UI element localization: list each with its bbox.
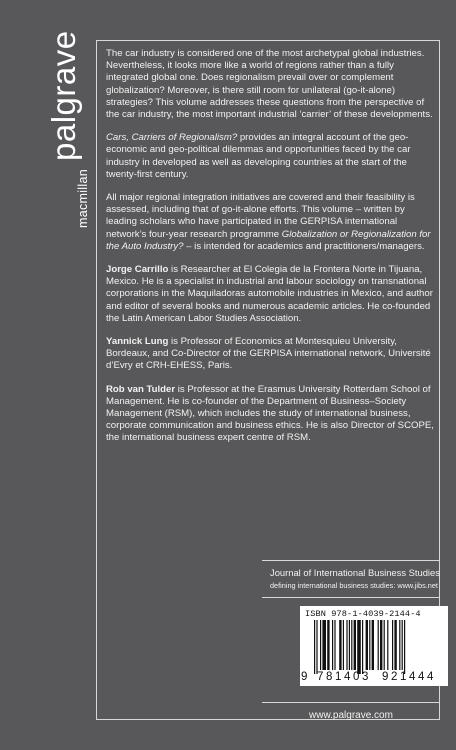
author-bio — [106, 384, 436, 445]
barcode-bar — [384, 620, 385, 670]
programme-title: Globalization or Regionalization for the Auto Industry? — [106, 228, 431, 252]
palgrave-macmillan-logo — [45, 30, 90, 300]
back-cover-text — [106, 48, 436, 456]
divider-series-top — [262, 560, 440, 561]
isbn-group-2: 921444 — [382, 671, 436, 683]
isbn-lead-digit: 9 — [301, 671, 308, 683]
barcode-bar — [404, 620, 405, 674]
logo-subtitle: macmillan — [76, 169, 90, 228]
author-bio-text: is Researcher at El Colegia de la Frontera Norte in Tijuana, Mexico. He is a specialist in industrial and labour sociology on transnational corporations in the Maquiladoras automobile industries in Mexico, and author and editor of several books and numerous academic articles. He co-founded the Latin American Labor Studies Association. — [106, 264, 433, 324]
barcode-bar — [366, 620, 368, 670]
isbn-group-1: 781403 — [317, 671, 371, 683]
barcode-bar — [339, 620, 341, 670]
blurb-paragraph-3-text-b: – is intended for academics and practitioners/managers. — [183, 240, 425, 252]
barcode-bar — [354, 620, 356, 670]
barcode-bar — [346, 620, 347, 670]
barcode-bar — [378, 620, 379, 670]
isbn-label: ISBN 978-1-4039-2144-4 — [305, 609, 421, 619]
website-url: www.palgrave.com — [309, 710, 393, 721]
author-bio — [106, 264, 436, 325]
barcode-bar — [322, 620, 326, 670]
barcode-bar — [349, 620, 350, 670]
blurb-paragraph-2-text: provides an integral account of the geo-economic and geo-political dilemmas and opportunities faced by the car industry in developed as well as developing countries at the start of the twenty-first century. — [106, 132, 411, 180]
isbn-barcode — [300, 606, 448, 686]
author-name: Yannick Lung — [106, 336, 169, 348]
divider-website — [262, 702, 440, 703]
book-title: Cars, Carriers of Regionalism? — [106, 132, 238, 144]
author-bio-text: is Professor of Economics at Montesquieu University, Bordeaux, and Co-Director of the GERPISA international network, Université d’Evry et CRH-EHESS, Paris. — [106, 336, 431, 372]
barcode-bar — [343, 620, 344, 670]
barcode-bar — [316, 620, 317, 674]
blurb-paragraph-3 — [106, 192, 436, 253]
blurb-paragraph-2 — [106, 132, 436, 181]
series-tagline: defining international business studies: www.jibs.net — [270, 581, 438, 590]
divider-series-bottom — [262, 597, 440, 598]
barcode-bar — [362, 620, 363, 674]
barcode-bar — [392, 620, 393, 670]
barcode-bar — [320, 620, 321, 670]
barcode-bar — [399, 620, 400, 670]
author-bio-text: is Professor at the Erasmus University Rotterdam School of Management. He is co-founder of the Department of Business–Society Management (RSM), which includes the study of international business, corporate communication and business ethics. He is also Director of SCOPE, the international business expert centre of RSM. — [106, 383, 434, 444]
barcode-bar — [394, 620, 396, 670]
barcode-bar — [372, 620, 374, 670]
barcode-bar — [369, 620, 370, 670]
barcode-bar — [334, 620, 335, 670]
barcode-bar — [357, 620, 361, 674]
barcode-bar — [351, 620, 352, 670]
barcode-bar — [402, 620, 403, 670]
series-title: Journal of International Business Studies — [270, 567, 440, 578]
barcode-bar — [332, 620, 333, 670]
author-name: Rob van Tulder — [106, 383, 176, 395]
logo-wordmark: palgrave — [45, 30, 82, 161]
barcode-bars — [304, 620, 444, 674]
blurb-paragraph-1: The car industry is considered one of the most archetypal global industries. Nevertheless, it looks more like a world of regions rather than a fully integrated global one. Does regionalism prevail over or complement globalization? Moreover, is there still room for unilateral (go-it-alone) strategies? This volume addresses these questions from the perspective of the car industry, the most important industrial ‘carrier’ of these developments. — [106, 48, 433, 121]
blurb-paragraph-3-text-a: All major regional integration initiatives are covered and their feasibility is assessed, including that of go-it-alone efforts. This volume – written by leading scholars who have participated in the GERPISA international network’s four-year research programme — [106, 192, 415, 240]
author-name: Jorge Carrillo — [106, 264, 169, 276]
barcode-bar — [387, 620, 388, 670]
author-bio — [106, 336, 436, 373]
barcode-bar — [327, 620, 329, 670]
barcode-bar — [314, 620, 315, 674]
barcode-bar — [380, 620, 382, 670]
